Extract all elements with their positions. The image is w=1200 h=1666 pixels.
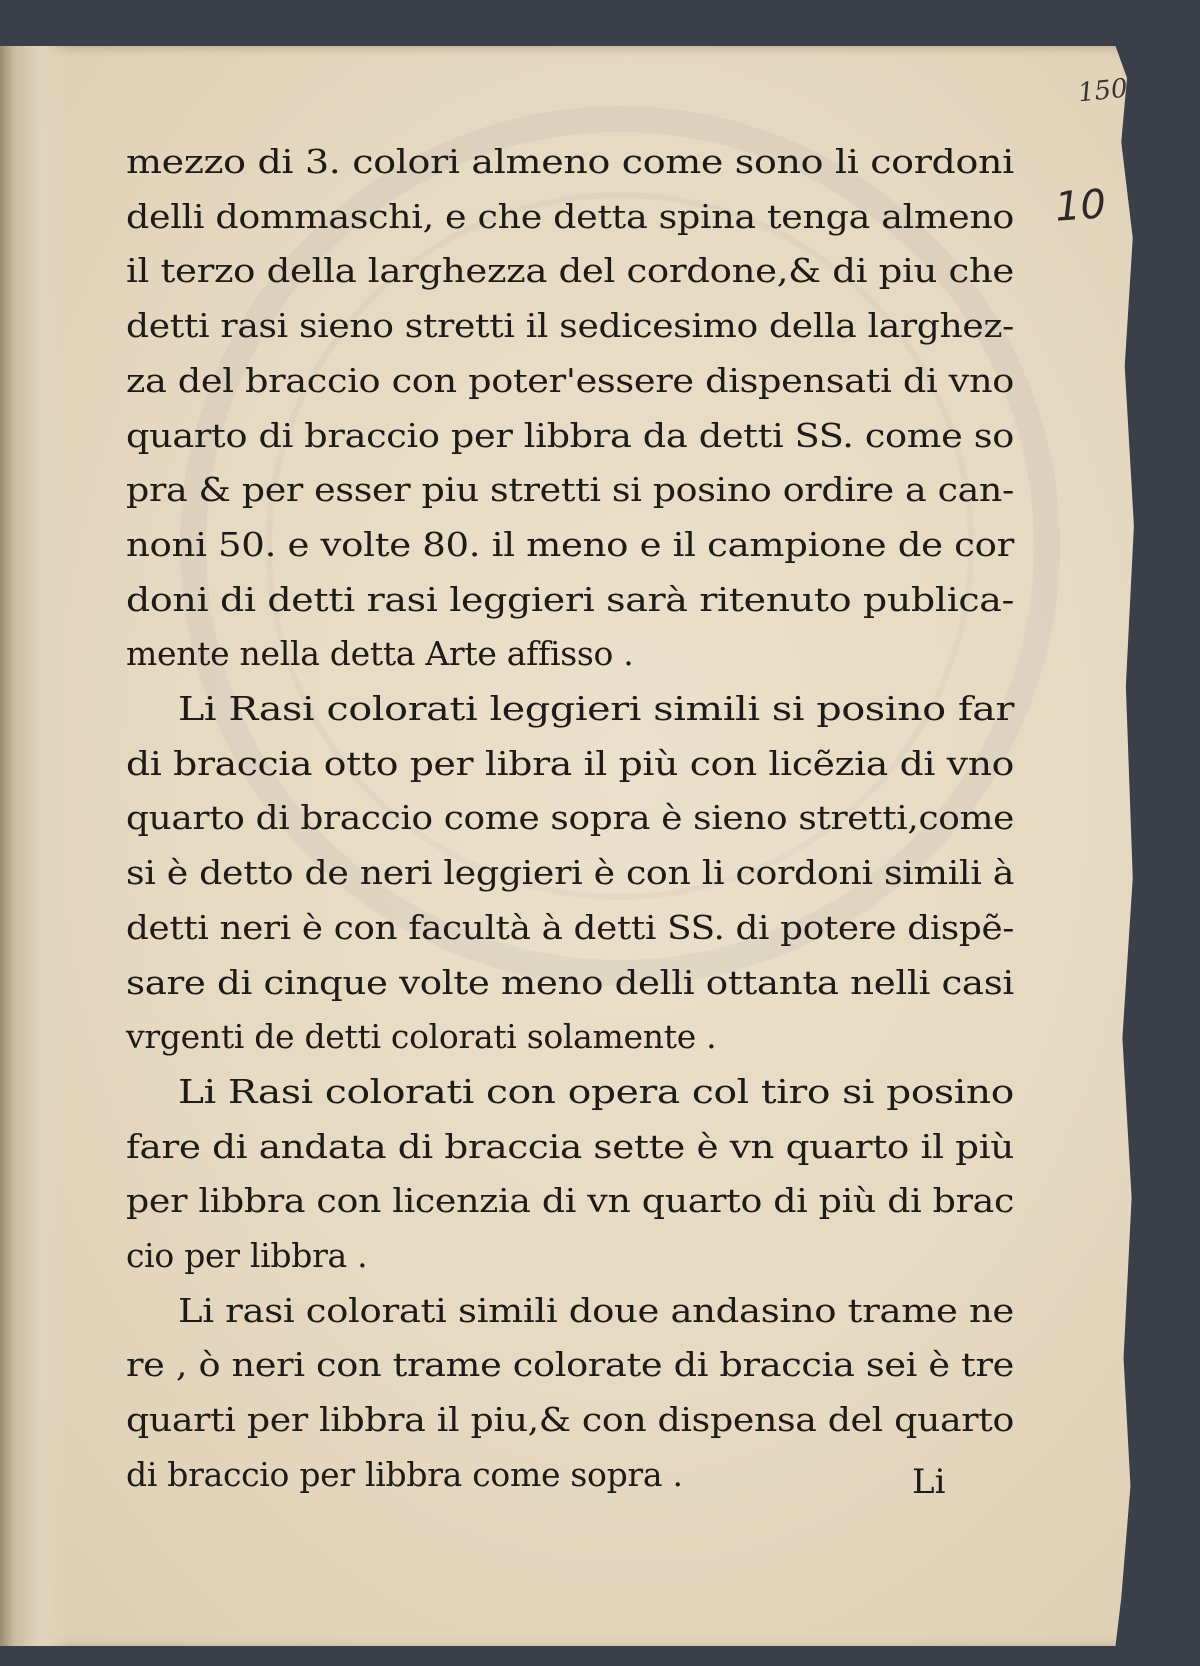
text-line: quarto di braccio come sopra è sieno stretti,come xyxy=(126,798,1015,838)
text-line: di braccio per libbra come sopra . xyxy=(126,1454,683,1494)
text-line: sare di cinque volte meno delli ottanta nelli casi xyxy=(126,962,1014,1002)
text-line: doni di detti rasi leggieri sarà ritenuto publica- xyxy=(126,579,1015,619)
text-line: detti rasi sieno stretti il sedicesimo della larghez- xyxy=(126,306,1014,346)
text-line: il terzo della larghezza del cordone,& di piu che xyxy=(126,251,1014,291)
text-line: quarti per libbra il piu,& con dispensa del quarto xyxy=(126,1400,1015,1440)
text-line: delli dommaschi, e che detta spina tenga almeno xyxy=(126,196,1015,236)
text-line: vrgenti de detti colorati solamente . xyxy=(126,1017,717,1057)
text-line: cio per libbra . xyxy=(126,1236,368,1275)
text-line: Li Rasi colorati con opera col tiro si posino xyxy=(178,1071,1015,1111)
text-line: mezzo di 3. colori almeno come sono li cordoni xyxy=(126,142,1014,181)
text-line: si è detto de neri leggieri è con li cordoni simili à xyxy=(126,853,1015,893)
margin-number: 10 xyxy=(1053,181,1108,231)
text-line: quarto di braccio per libbra da detti SS. come so xyxy=(126,415,1014,455)
text-line: fare di andata di braccia sette è vn quarto il più xyxy=(126,1126,1014,1166)
text-line: Li Rasi colorati leggieri simili si posino far xyxy=(178,689,1015,728)
page-gutter xyxy=(0,46,70,1646)
folio-number: 150 xyxy=(1076,73,1130,109)
text-line: detti neri è con facultà à detti SS. di potere dispẽ- xyxy=(126,907,1014,947)
text-line: noni 50. e volte 80. il meno e il campione de cor xyxy=(126,524,1014,564)
catchword: Li xyxy=(912,1462,946,1502)
text-line: per libbra con licenzia di vn quarto di più di brac xyxy=(126,1181,1014,1221)
text-line: mente nella detta Arte affisso . xyxy=(126,634,634,674)
text-line: pra & per esser piu stretti si posino ordire a can- xyxy=(126,470,1014,510)
text-line: za del braccio con poter'essere dispensati di vno xyxy=(126,360,1015,400)
text-line: re , ò neri con trame colorate di braccia sei è tre xyxy=(126,1345,1015,1385)
text-line: Li rasi colorati simili doue andasino trame ne xyxy=(178,1290,1014,1330)
text-line: di braccia otto per libra il più con licẽzia di vno xyxy=(126,743,1014,783)
